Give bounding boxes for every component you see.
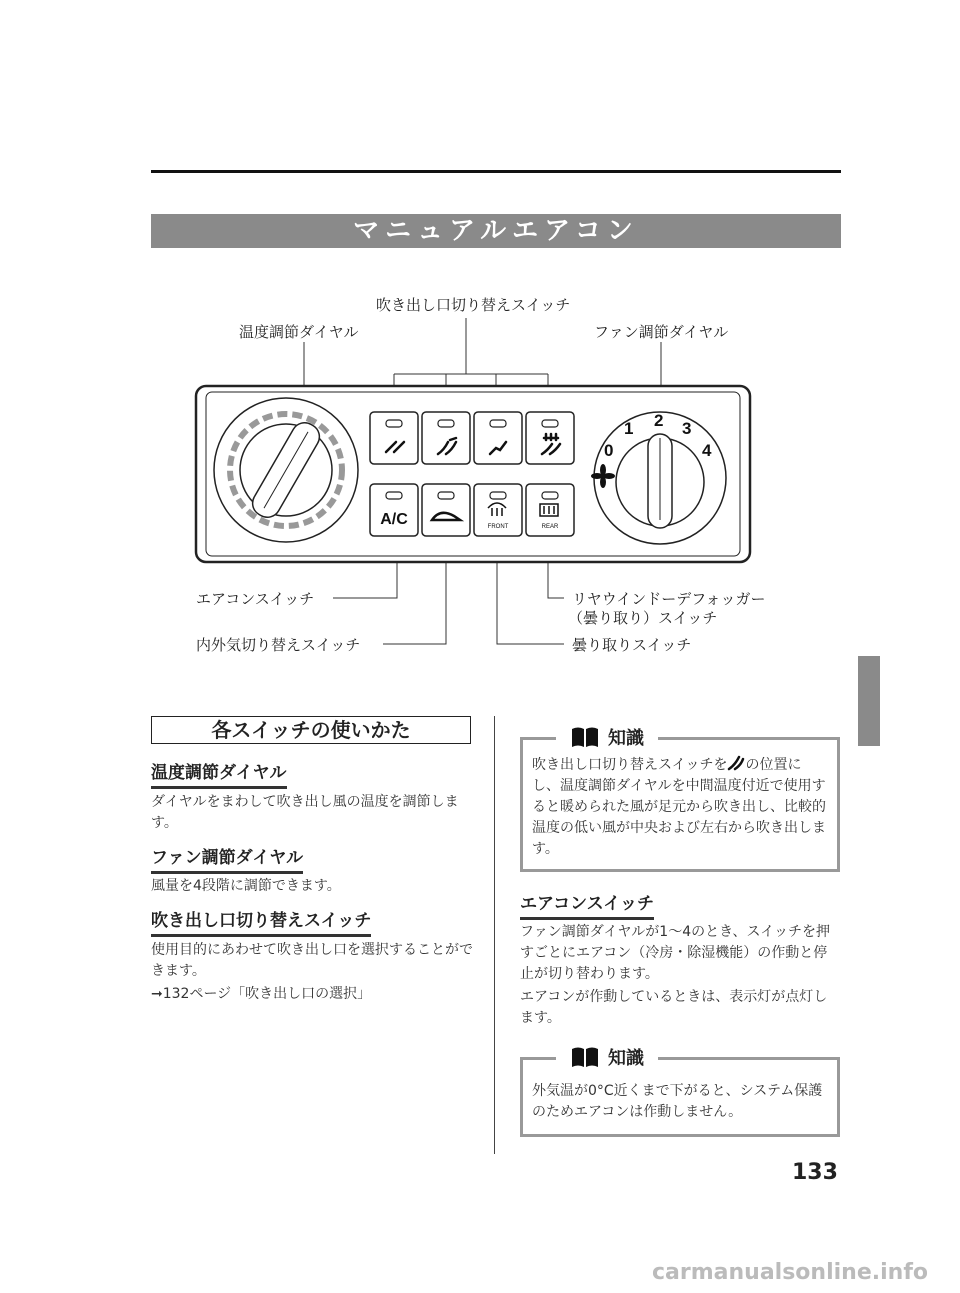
ac-switch-body-2: エアコンが作動しているときは、表示灯が点灯します。 [520,989,828,1026]
knowledge-body-1-pre: 吹き出し口切り替えスイッチを [532,757,728,773]
knowledge-title-2 [556,1042,658,1072]
book-icon [570,1045,600,1069]
knowledge-title-1 [556,722,658,752]
ac-switch-body-1: ファン調節ダイヤルが1～4のとき、スイッチを押すごとにエアコン（冷房・除湿機能）の作動と停止が切り替わります。 [520,924,830,982]
temp-dial-heading: 温度調節ダイヤル [151,758,287,789]
label-temp-dial: 温度調節ダイヤル [239,323,359,341]
side-tab [858,656,880,746]
outlet-switch-body: 使用目的にあわせて吹き出し口を選択することができます。 [151,942,473,979]
knowledge-body-2: 外気温が0°C近くまで下がると、システム保護のためエアコンは作動しません。 [532,1083,823,1120]
fan-mark-2: 2 [654,411,664,430]
ac-switch-heading: エアコンスイッチ [520,889,654,920]
fan-mark-4: 4 [702,441,712,460]
label-rear-defogger-2: （曇り取り）スイッチ [568,609,718,627]
fan-mark-3: 3 [682,419,692,438]
label-fan-dial: ファン調節ダイヤル [594,323,729,341]
knowledge-title-text-1: 知識 [608,728,644,749]
outlet-switch-reference[interactable]: ➞132ページ「吹き出し口の選択」 [151,986,372,1002]
column-divider [494,716,495,1154]
label-recirc-switch: 内外気切り替えスイッチ [196,636,361,654]
top-rule [151,170,841,173]
fan-mark-0: 0 [604,441,614,460]
book-icon [570,725,600,749]
knowledge-body-1 [532,755,828,860]
foot-vent-icon [727,755,745,771]
knowledge-title-text-2: 知識 [608,1048,644,1069]
label-ac-switch: エアコンスイッチ [196,590,315,608]
climate-panel-illustration [190,300,770,660]
label-defrost-switch: 曇り取りスイッチ [572,636,692,654]
rear-defrost-label: REAR [541,524,559,530]
ac-button-label: A/C [380,511,408,528]
label-outlet-switch: 吹き出し口切り替えスイッチ [376,296,571,314]
fan-mark-1: 1 [624,419,634,438]
knowledge-body-1-post: の位置にし、温度調節ダイヤルを中間温度付近で使用すると暖められた風が足元から吹き出し、比較的温度の低い風が中央および左右から吹き出します。 [532,757,826,857]
page-number: 133 [792,1160,838,1185]
front-defrost-label: FRONT [487,524,509,530]
page-title: マニュアルエアコン [151,214,841,248]
label-rear-defogger: リヤウインドーデフォッガー [572,590,766,608]
usage-section-title: 各スイッチの使いかた [151,716,471,744]
fan-dial-body: 風量を4段階に調節できます。 [151,878,341,894]
outlet-switch-heading: 吹き出し口切り替えスイッチ [151,906,371,937]
footer-watermark: carmanualsonline.info [652,1260,928,1285]
fan-dial-heading: ファン調節ダイヤル [151,843,303,874]
temp-dial-body: ダイヤルをまわして吹き出し風の温度を調節します。 [151,794,459,831]
